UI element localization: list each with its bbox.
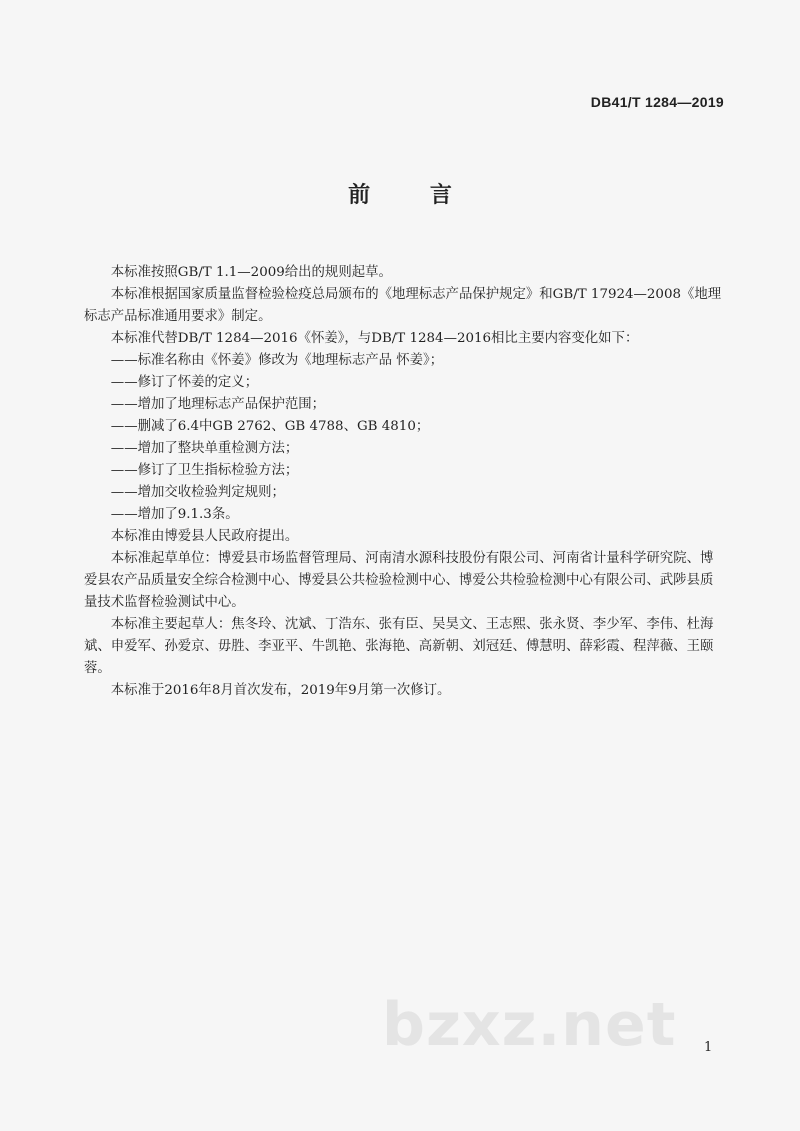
change-list-item: ——增加了9.1.3条。 <box>110 507 239 522</box>
publication-history: 本标准于2016年8月首次发布，2019年9月第一次修订。 <box>110 683 451 698</box>
change-list-item: ——删减了6.4中GB 2762、GB 4788、GB 4810； <box>110 419 430 434</box>
change-list-item: ——标准名称由《怀姜》修改为《地理标志产品 怀姜》； <box>110 353 444 368</box>
drafters: 本标准主要起草人：焦冬玲、沈斌、丁浩东、张有臣、吴昊文、王志熙、张永贤、李少军、李伟、杜海斌、申爱军、孙爱京、毋胜、李亚平、牛凯艳、张海艳、高新朝、刘冠廷、傅慧明、薛彩霞、程萍薇、王颐蓉。 <box>84 617 714 676</box>
paragraph: 本标准代替DB/T 1284—2016《怀姜》，与DB/T 1284—2016相比主要内容变化如下： <box>110 331 639 346</box>
change-list-item: ——增加交收检验判定规则； <box>110 485 285 500</box>
change-list-item: ——修订了怀姜的定义； <box>110 375 259 390</box>
page-number: 1 <box>704 1040 713 1055</box>
paragraph: 本标准由博爱县人民政府提出。 <box>110 529 299 544</box>
foreword-body <box>84 262 724 702</box>
change-list-item: ——增加了地理标志产品保护范围； <box>110 397 326 412</box>
standard-code: DB41/T 1284—2019 <box>590 94 724 110</box>
change-list-item: ——增加了整块单重检测方法； <box>110 441 299 456</box>
drafting-units: 本标准起草单位：博爱县市场监督管理局、河南清水源科技股份有限公司、河南省计量科学研究院、博爱县农产品质量安全综合检测中心、博爱县公共检验检测中心、博爱公共检验检测中心有限公司、武陟县质量技术监督检验测试中心。 <box>84 551 714 610</box>
change-list-item: ——修订了卫生指标检验方法； <box>110 463 299 478</box>
watermark: bzxz.net <box>382 990 677 1060</box>
paragraph: 本标准按照GB/T 1.1—2009给出的规则起草。 <box>110 265 392 280</box>
page-title: 前 言 <box>348 183 478 208</box>
paragraph: 本标准根据国家质量监督检验检疫总局颁布的《地理标志产品保护规定》和GB/T 17924—2008《地理标志产品标准通用要求》制定。 <box>84 287 722 324</box>
